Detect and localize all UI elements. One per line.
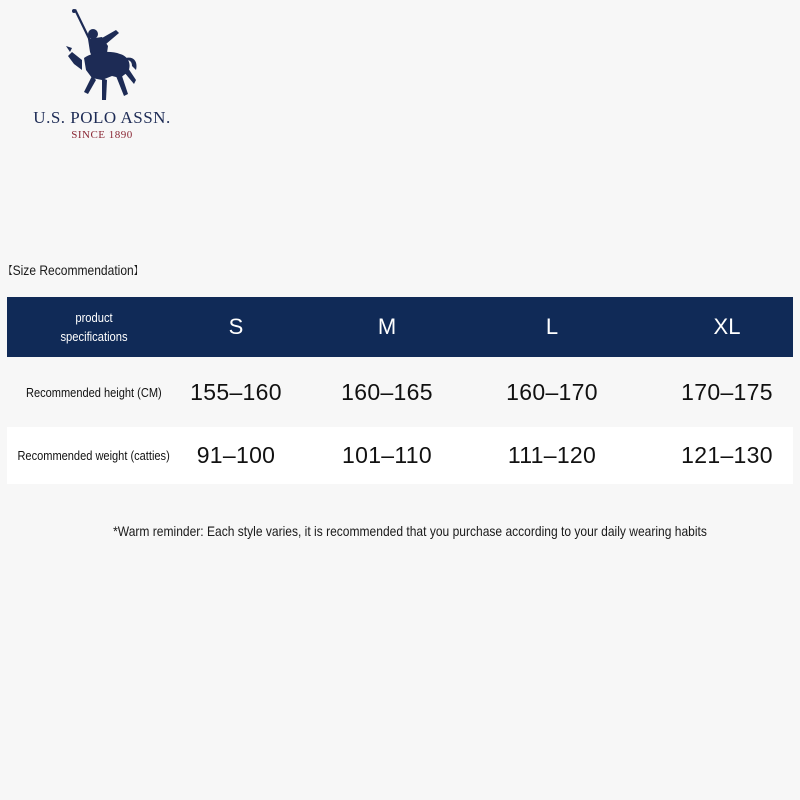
size-header [487,297,617,357]
row-label-weight: Recommended weight (catties) [17,448,171,463]
brand-since: SINCE 1890 [71,129,133,141]
row-label-height: Recommended height (CM) [26,384,162,400]
table-header-row [7,297,793,357]
header-label: product specifications [60,310,128,344]
polo-player-icon [62,8,142,108]
bracket-open: 【 [4,266,13,277]
size-header [181,297,291,357]
size-xl: XL [713,314,741,339]
table-row [7,427,793,484]
table-row [7,357,793,427]
size-header [317,297,457,357]
table-cell [181,357,291,427]
weight-m: 101–110 [342,442,432,468]
weight-s: 91–100 [196,442,276,468]
table-cell [487,427,617,484]
table-cell [487,357,617,427]
size-m: M [377,314,397,339]
brand-name: U.S. POLO ASSN. [33,108,171,127]
weight-l: 111–120 [507,442,597,468]
table-cell [317,357,457,427]
brand-logo [24,8,180,144]
size-s: S [228,314,244,339]
size-header [657,297,797,357]
header-label-cell [7,297,181,357]
size-l: L [545,314,559,339]
height-s: 155–160 [190,378,282,405]
weight-xl: 121–130 [681,442,773,468]
height-m: 160–165 [341,378,433,405]
height-xl: 170–175 [681,378,773,405]
section-title-text: Size Recommendation [12,262,134,278]
warm-reminder-note: *Warm reminder: Each style varies, it is recommended that you purchase according to your daily wearing habits [113,523,707,539]
row-label-cell [7,357,181,427]
height-l: 160–170 [506,378,598,405]
row-label-cell [7,427,181,484]
table-cell [657,357,797,427]
section-title [4,262,142,278]
table-cell [181,427,291,484]
bracket-close: 】 [133,266,143,277]
size-table [7,297,793,484]
table-cell [317,427,457,484]
table-cell [657,427,797,484]
